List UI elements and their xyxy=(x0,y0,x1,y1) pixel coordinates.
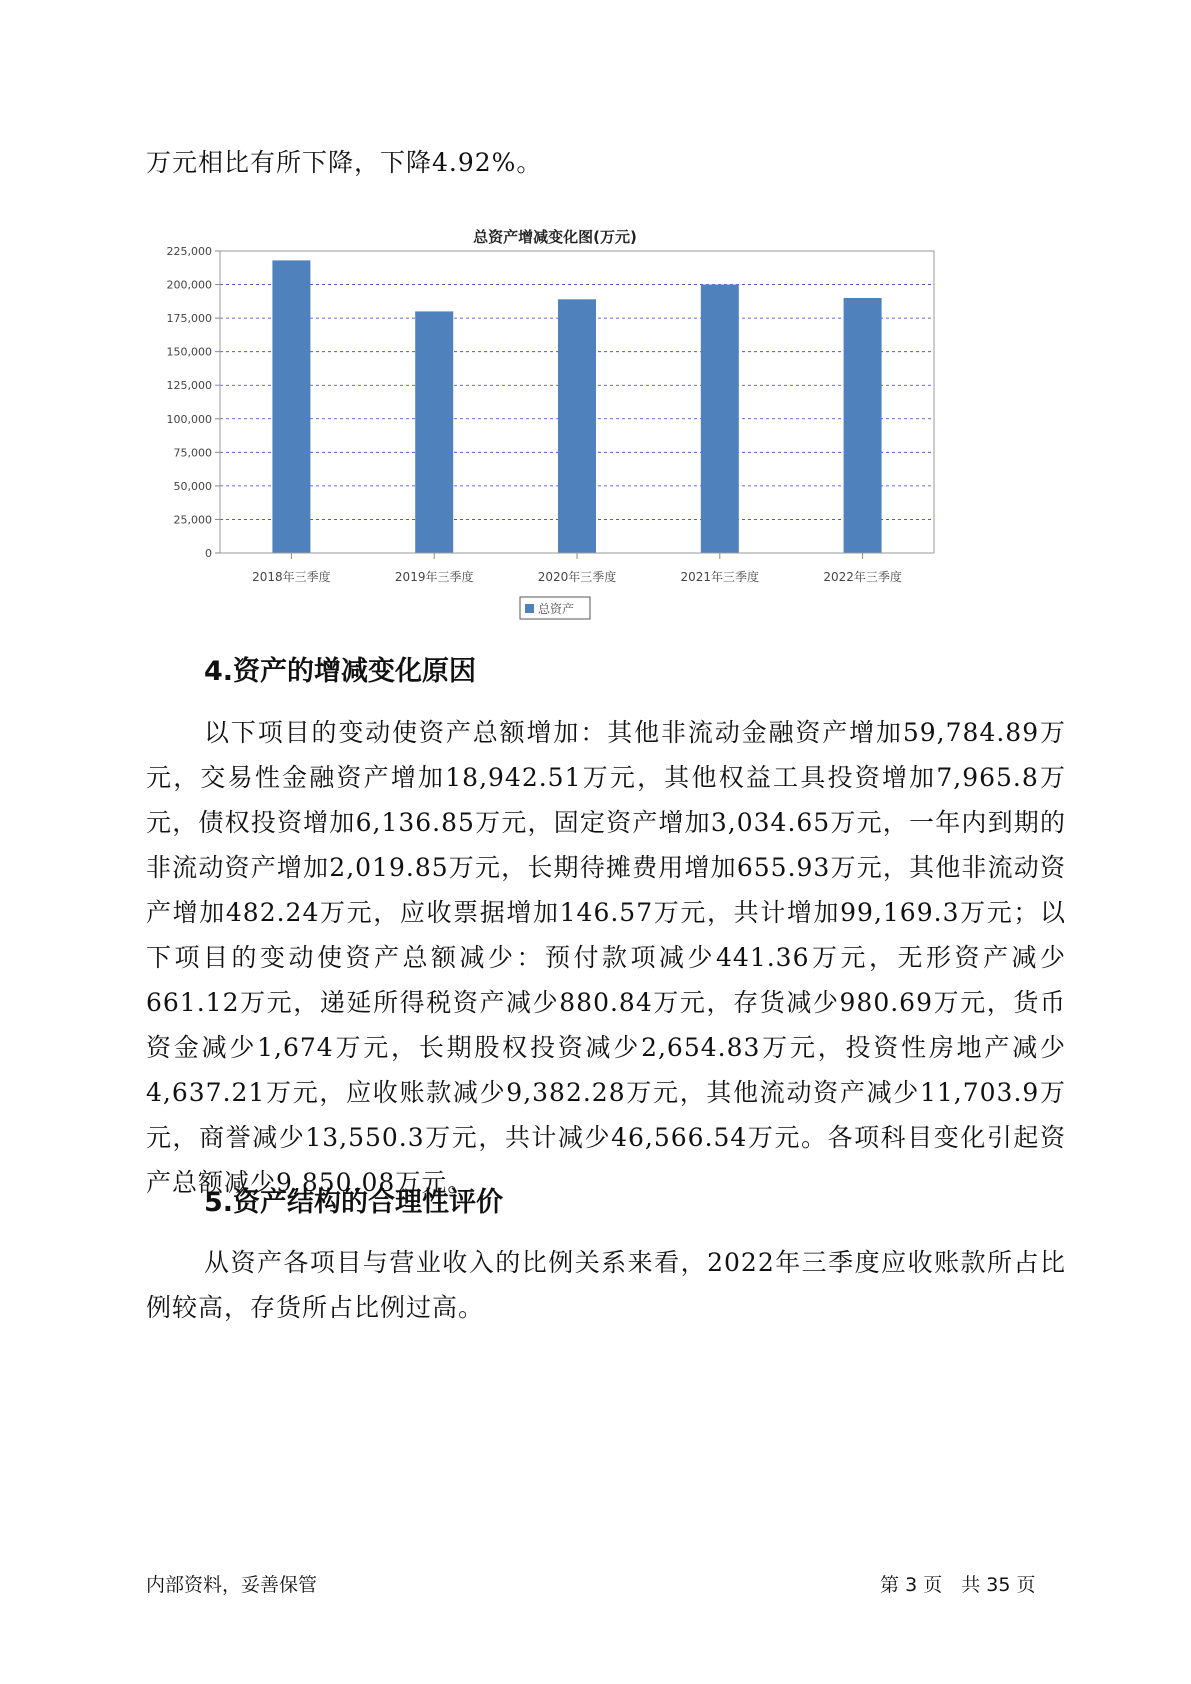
page-total: 35 xyxy=(986,1574,1011,1596)
y-tick-label: 0 xyxy=(205,547,212,560)
x-tick-label: 2022年三季度 xyxy=(823,570,902,584)
section4-heading: 4.资产的增减变化原因 xyxy=(204,656,477,687)
bar xyxy=(415,311,453,553)
y-tick-label: 100,000 xyxy=(166,412,212,426)
x-tick-label: 2021年三季度 xyxy=(680,570,760,584)
page-current: 3 xyxy=(905,1574,918,1596)
section4-body: 以下项目的变动使资产总额增加：其他非流动金融资产增加59,784.89万元，交易性金融资产增加18,942.51万元，其他权益工具投资增加7,965.8万元，债权投资增加6,136.85万元，固定资产增加3,034.65万元，一年内到期的非流动资产增加2,019.85万元，长期待摊费用增加655.93万元，其他非流动资产增加482.24万元，应收票据增加146.57万元，共计增加99,169.3万元；以下项目的变动使资产总额减少：预付款项减少441.36万元，无形资产减少661.12万元，递延所得税资产减少880.84万元，存货减少980.69万元，货币资金减少1,674万元，长期股权投资减少2,654.83万元，投资性房地产减少4,637.21万元，应收账款减少9,382.28万元，其他流动资产减少11,703.9万元，商誉减少13,550.3万元，共计减少46,566.54万元。各项科目变化引起资产总额减少9,850.08万元。 xyxy=(146,718,1066,1197)
y-tick-label: 225,000 xyxy=(166,245,212,258)
y-tick-label: 150,000 xyxy=(166,345,212,359)
bar xyxy=(844,298,882,553)
y-tick-label: 200,000 xyxy=(166,278,212,292)
chart-svg xyxy=(160,225,1020,685)
y-tick-label: 25,000 xyxy=(173,513,212,527)
bar xyxy=(701,285,739,553)
section5-heading: 5.资产结构的合理性评价 xyxy=(204,1187,504,1218)
chart-legend xyxy=(520,597,590,619)
y-axis-ticks xyxy=(167,245,221,560)
x-tick-label: 2019年三季度 xyxy=(394,570,474,584)
bar-group xyxy=(272,260,881,553)
page-prefix: 第 xyxy=(880,1574,900,1596)
page-suffix: 页 xyxy=(1016,1574,1036,1596)
chart-title: 总资产增减变化图(万元) xyxy=(473,228,637,247)
total-assets-chart xyxy=(160,225,1020,685)
footer-page-number xyxy=(880,1572,1036,1598)
bar xyxy=(558,299,596,553)
x-tick-label: 2020年三季度 xyxy=(537,570,617,584)
x-tick-label: 2018年三季度 xyxy=(252,570,331,584)
legend-swatch xyxy=(525,604,534,613)
y-tick-label: 125,000 xyxy=(166,379,212,393)
section5-body: 从资产各项目与营业收入的比例关系来看，2022年三季度应收账款所占比例较高，存货所占比例过高。 xyxy=(146,1248,1066,1322)
legend-label: 总资产 xyxy=(538,602,575,616)
y-tick-label: 75,000 xyxy=(173,446,212,460)
footer-confidential: 内部资料，妥善保管 xyxy=(146,1574,318,1596)
x-axis-ticks xyxy=(252,553,902,584)
intro-text: 万元相比有所下降，下降4.92%。 xyxy=(146,148,543,177)
bar xyxy=(272,260,310,553)
y-tick-label: 175,000 xyxy=(166,312,212,326)
page-mid: 页 共 xyxy=(923,1574,981,1596)
y-tick-label: 50,000 xyxy=(173,479,212,493)
